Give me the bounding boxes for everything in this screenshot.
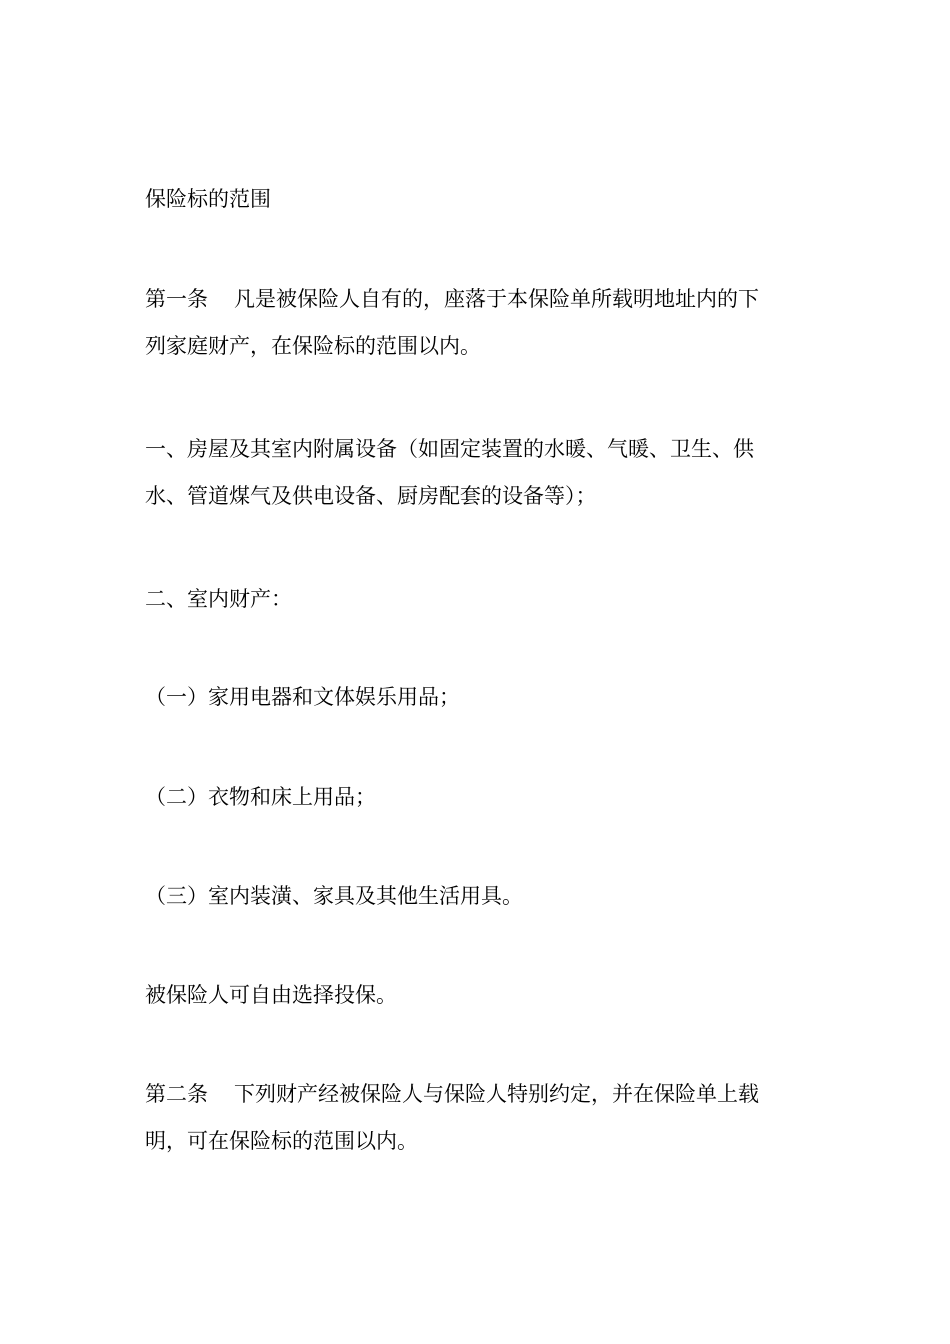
item-1 (145, 426, 810, 520)
sub-item-2 (145, 774, 810, 821)
note-text: 被保险人可自由选择投保。 (145, 983, 397, 1007)
article-1-label: 第一条 (145, 287, 208, 311)
section-title-text: 保险标的范围 (145, 187, 271, 211)
item-1-line-2: 水、管道煤气及供电设备、厨房配套的设备等）； (145, 484, 597, 508)
article-2-label: 第二条 (145, 1082, 208, 1106)
article-1-text-1: 凡是被保险人自有的，座落于本保险单所载明地址内的下 (234, 287, 759, 311)
article-2-line-2: 明，可在保险标的范围以内。 (145, 1129, 418, 1153)
article-1-line-2: 列家庭财产，在保险标的范围以内。 (145, 334, 481, 358)
sub-item-1-text: （一）家用电器和文体娱乐用品； (145, 685, 460, 709)
note (145, 972, 810, 1019)
sub-item-3-text: （三）室内装潢、家具及其他生活用具。 (145, 884, 523, 908)
section-title (145, 176, 810, 223)
sub-item-2-text: （二）衣物和床上用品； (145, 785, 376, 809)
item-1-line-1: 一、房屋及其室内附属设备（如固定装置的水暖、气暖、卫生、供 (145, 437, 754, 461)
item-2 (145, 576, 810, 623)
article-1-line-1 (145, 276, 810, 323)
sub-item-3 (145, 873, 810, 920)
sub-item-1 (145, 674, 810, 721)
article-2-line-1 (145, 1071, 810, 1118)
item-2-text: 二、室内财产： (145, 587, 292, 611)
article-2-text-1: 下列财产经被保险人与保险人特别约定，并在保险单上载 (234, 1082, 759, 1106)
article-2 (145, 1071, 810, 1165)
article-1 (145, 276, 810, 370)
